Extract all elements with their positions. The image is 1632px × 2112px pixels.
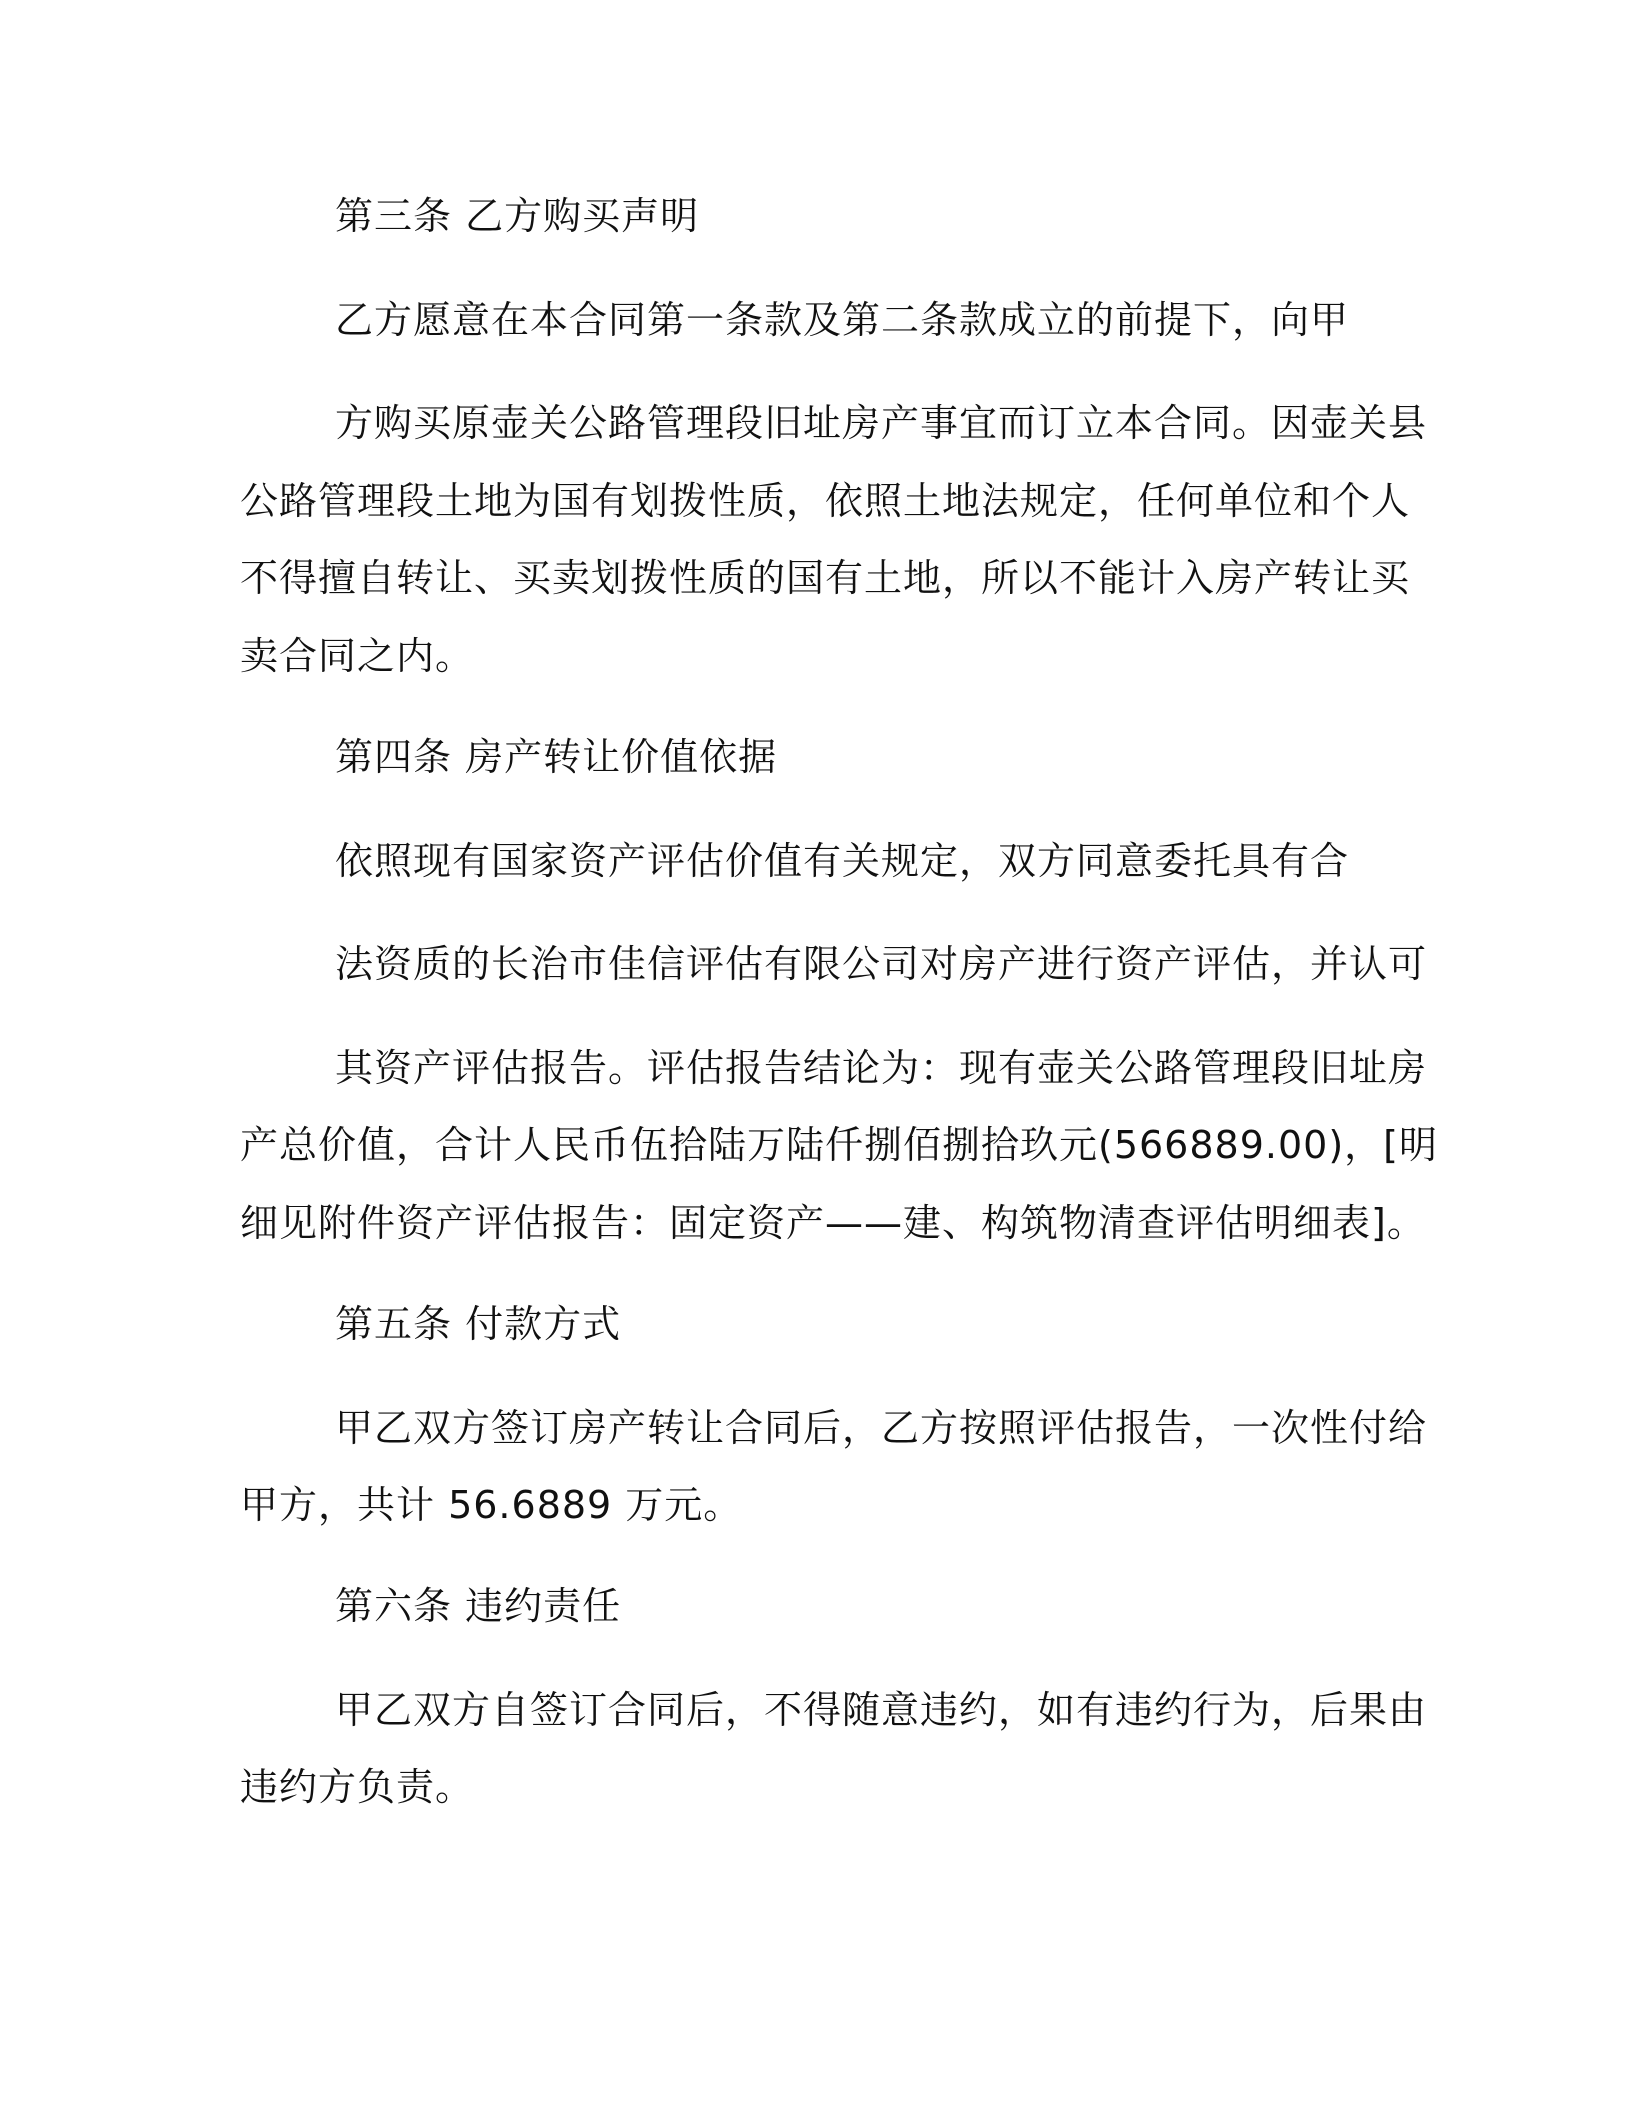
article3-line-3: 公路管理段土地为国有划拨性质，依照土地法规定，任何单位和个人	[240, 479, 1411, 523]
article6-line-1: 甲乙双方自签订合同后，不得随意违约，如有违约行为，后果由	[335, 1688, 1428, 1732]
article6-heading: 第六条 违约责任	[335, 1584, 622, 1628]
article6-line-2: 违约方负责。	[240, 1765, 475, 1809]
article3-heading: 第三条 乙方购买声明	[335, 194, 700, 238]
article3-line-4: 不得擅自转让、买卖划拨性质的国有土地，所以不能计入房产转让买	[240, 556, 1411, 600]
article3-line-5: 卖合同之内。	[240, 634, 475, 678]
article5-heading: 第五条 付款方式	[335, 1302, 622, 1346]
article4-line-1: 依照现有国家资产评估价值有关规定，双方同意委托具有合	[335, 839, 1350, 883]
article4-line-4: 产总价值，合计人民币伍拾陆万陆仟捌佰捌拾玖元(566889.00)，[明	[240, 1123, 1438, 1167]
article4-line-3: 其资产评估报告。评估报告结论为：现有壶关公路管理段旧址房	[335, 1046, 1428, 1090]
article4-line-5: 细见附件资产评估报告：固定资产——建、构筑物清查评估明细表]。	[240, 1201, 1426, 1245]
article3-line-1: 乙方愿意在本合同第一条款及第二条款成立的前提下，向甲	[335, 298, 1350, 342]
article4-line-2: 法资质的长治市佳信评估有限公司对房产进行资产评估，并认可	[335, 942, 1428, 986]
article4-heading: 第四条 房产转让价值依据	[335, 735, 778, 779]
article3-line-2: 方购买原壶关公路管理段旧址房产事宜而订立本合同。因壶关县	[335, 401, 1428, 445]
article5-line-1: 甲乙双方签订房产转让合同后，乙方按照评估报告，一次性付给	[335, 1406, 1428, 1450]
article5-line-2: 甲方，共计 56.6889 万元。	[240, 1483, 743, 1527]
